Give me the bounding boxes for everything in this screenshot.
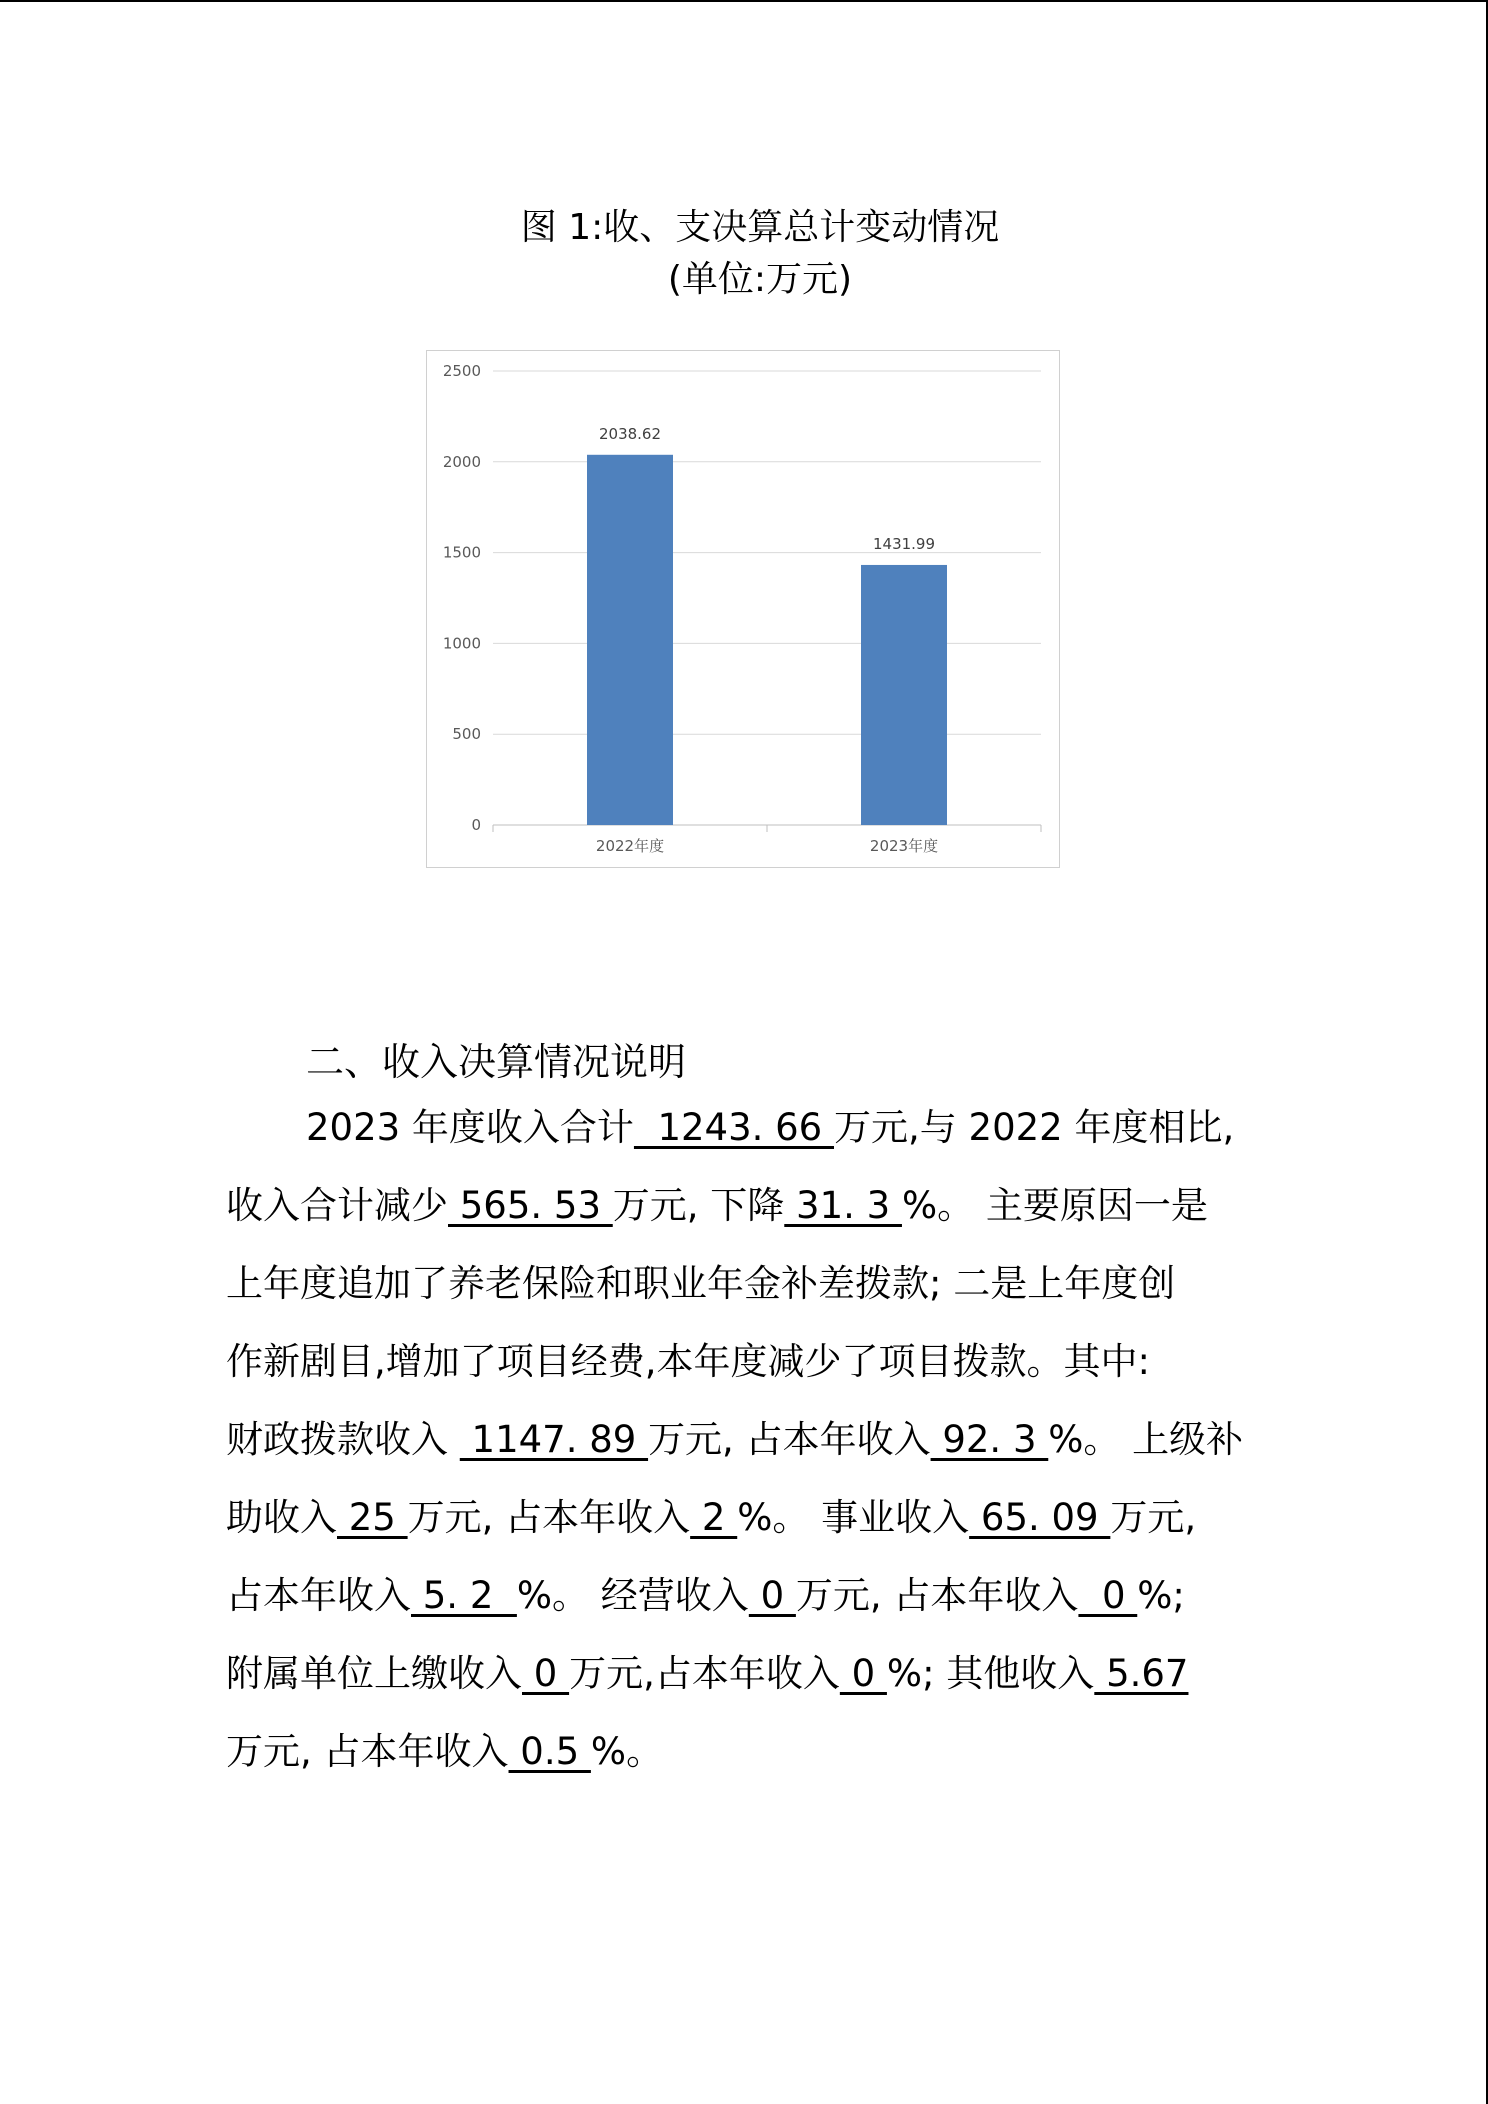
underlined-value: 25 [337, 1496, 408, 1539]
text-segment: %; 其他收入 [886, 1652, 1095, 1695]
text-segment: 作新剧目,增加了项目经费,本年度减少了项目拨款。其中: [226, 1340, 1150, 1383]
underlined-value: 0 [748, 1574, 796, 1617]
underlined-value: 31. 3 [784, 1184, 902, 1227]
text-segment: 财政拨款收入 [226, 1418, 460, 1461]
text-segment: 万元, 下降 [612, 1184, 785, 1227]
text-segment: %。 [590, 1730, 664, 1773]
paragraph-line [226, 1726, 663, 1778]
text-segment: 万元, 占本年收入 [795, 1574, 1079, 1617]
underlined-value: 5.67 [1094, 1652, 1189, 1695]
text-segment: 万元, 占本年收入 [407, 1496, 691, 1539]
y-tick-label: 0 [471, 816, 481, 834]
text-segment: 收入合计减少 [226, 1184, 448, 1227]
underlined-value: 1147. 89 [459, 1418, 649, 1461]
bar-chart-svg [427, 351, 1061, 869]
y-tick-label: 500 [452, 725, 481, 744]
bar-chart [426, 350, 1060, 868]
figure-unit: (单位:万元) [667, 259, 853, 300]
text-segment: %。 主要原因一是 [901, 1184, 1208, 1227]
paragraph-line [226, 1648, 1188, 1700]
y-tick-label: 1500 [442, 543, 481, 562]
text-segment: 附属单位上缴收入 [226, 1652, 522, 1695]
paragraph-line [226, 1414, 1243, 1466]
x-tick-label: 2023年度 [869, 837, 939, 855]
y-tick-label: 1000 [442, 634, 481, 653]
text-segment: %。 上级补 [1048, 1418, 1244, 1461]
underlined-value: 0.5 [508, 1730, 591, 1773]
figure-title: 图 1:收、支决算总计变动情况 [520, 207, 1000, 248]
paragraph-line [306, 1102, 1234, 1154]
paragraph-line [226, 1336, 1150, 1388]
paragraph-line [226, 1258, 1175, 1310]
text-segment: 万元, 占本年收入 [648, 1418, 931, 1461]
text-segment: 占本年收入 [226, 1574, 411, 1617]
text-segment: 万元, 占本年收入 [226, 1730, 509, 1773]
text-segment: 万元,与 2022 年度相比, [834, 1106, 1235, 1149]
data-label: 2038.62 [598, 424, 662, 443]
bar-2022年度 [587, 455, 673, 825]
section-heading: 二、收入决算情况说明 [306, 1040, 687, 1084]
text-segment: %; [1137, 1574, 1185, 1617]
underlined-value: 5. 2 [411, 1574, 517, 1617]
underlined-value: 0 [839, 1652, 887, 1695]
paragraph-line [226, 1570, 1185, 1622]
text-segment: 万元, [1110, 1496, 1197, 1539]
y-tick-label: 2500 [442, 362, 481, 380]
text-segment: 助收入 [226, 1496, 337, 1539]
underlined-value: 65. 09 [969, 1496, 1111, 1539]
text-segment: %。 事业收入 [737, 1496, 970, 1539]
paragraph-line [226, 1180, 1208, 1232]
underlined-value: 0 [522, 1652, 570, 1695]
text-segment: 2023 年度收入合计 [306, 1106, 634, 1149]
text-segment: 上年度追加了养老保险和职业年金补差拨款; 二是上年度创 [226, 1262, 1176, 1305]
text-segment: %。 经营收入 [516, 1574, 749, 1617]
y-tick-label: 2000 [442, 452, 481, 471]
underlined-value: 1243. 66 [633, 1106, 834, 1149]
x-tick-label: 2022年度 [595, 837, 665, 855]
underlined-value: 0 [1078, 1574, 1138, 1617]
bar-2023年度 [861, 565, 947, 825]
text-segment: 万元,占本年收入 [569, 1652, 840, 1695]
underlined-value: 565. 53 [448, 1184, 613, 1227]
page-border-top [0, 0, 1488, 2]
underlined-value: 2 [690, 1496, 738, 1539]
data-label: 1431.99 [872, 534, 936, 553]
underlined-value: 92. 3 [930, 1418, 1049, 1461]
paragraph-line [226, 1492, 1196, 1544]
